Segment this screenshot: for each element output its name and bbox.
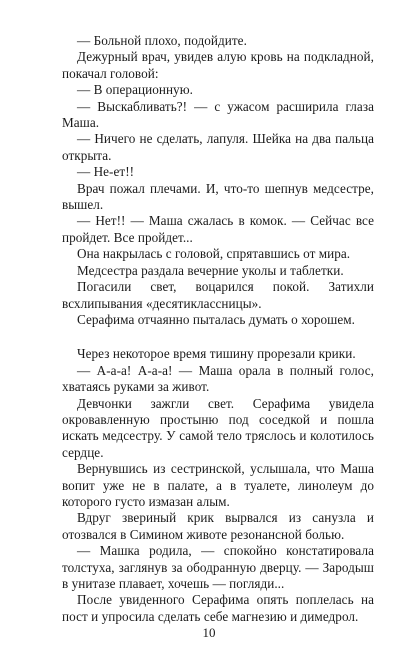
paragraph: Серафима отчаянно пыталась думать о хорошем. xyxy=(77,311,355,327)
paragraph: — В операционную. xyxy=(77,82,193,98)
paragraph: — Нет!! — Маша сжалась в комок. — Сейчас все пройдет. Все пройдет... xyxy=(62,213,374,245)
page-number: 10 xyxy=(202,625,216,640)
paragraph: Вдруг звериный крик вырвался из санузла и отозвался в Симином животе резонансной болью. xyxy=(62,510,374,542)
paragraph: Она накрылась с головой, спрятавшись от мира. xyxy=(77,246,351,262)
paragraph: — Не-ет!! xyxy=(77,164,135,180)
paragraph: Медсестра раздала вечерние уколы и таблетки. xyxy=(77,262,344,278)
paragraph: Врач пожал плечами. И, что-то шепнув медсестре, вышел. xyxy=(62,180,374,213)
paragraph: После увиденного Серафима опять поплелась на пост и упросила сделать себе магнезию и димедрол. xyxy=(62,592,374,624)
paragraph: Погасили свет, воцарился покой. Затихли всхлипывания «десятиклассницы». xyxy=(62,279,374,311)
paragraph: — Выскабливать?! — с ужасом расширила глаза Маша. xyxy=(62,98,374,131)
paragraph: Дежурный врач, увидев алую кровь на подкладной, покачал головой: xyxy=(62,49,374,81)
paragraph: Через некоторое время тишину прорезали крики. xyxy=(77,346,356,362)
paragraph: — Больной плохо, подойдите. xyxy=(77,33,247,48)
paragraph: — Машка родила, — спокойно констатировала толстуха, заглянув за ободранную дверцу. — Зародыш в унитазе плавает, хочешь — погляди... xyxy=(62,543,374,591)
paragraph: — А-а-а! А-а-а! — Маша орала в полный голос, хватаясь руками за живот. xyxy=(62,362,374,395)
paragraph: Вернувшись из сестринской, услышала, что Маша вопит уже не в палате, а в туалете, линолеум до которого густо измазан алым. xyxy=(62,461,374,509)
paragraph: — Ничего не сделать, лапуля. Шейка на два пальца открыта. xyxy=(62,131,374,163)
page-text-block xyxy=(62,33,374,625)
paragraph: Девчонки зажгли свет. Серафима увидела окровавленную простыню под соседкой и пошла искать медсестру. У самой тело тряслось и колотилось сердце. xyxy=(62,395,374,460)
